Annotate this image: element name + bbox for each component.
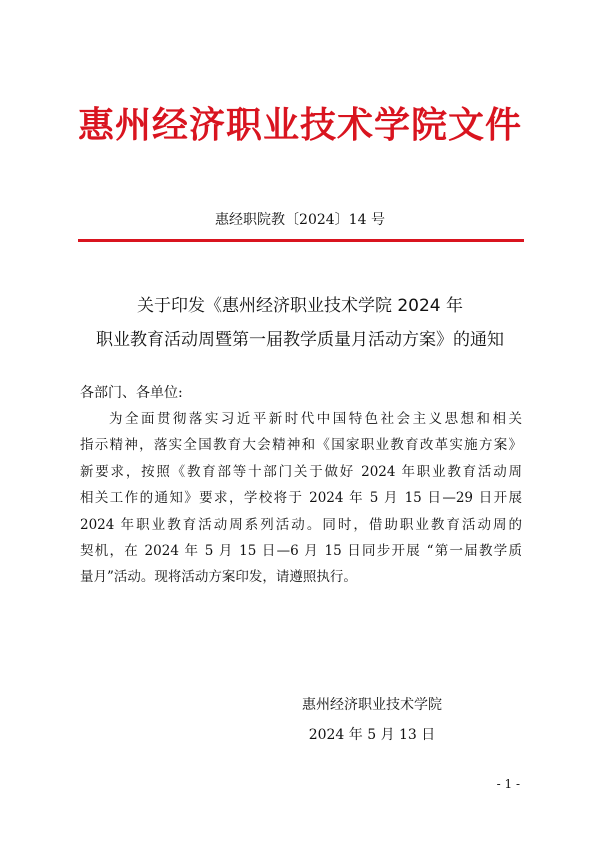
red-divider-rule (78, 239, 524, 242)
body-line: 相关工作的通知》要求，学校将于 2024 年 5 月 15 日—29 日开展 (80, 490, 522, 507)
body-line: 契机，在 2024 年 5 月 15 日—6 月 15 日同步开展 “第一届教学质 (80, 543, 522, 560)
issuer-header: 惠州经济职业技术学院文件 (77, 104, 522, 146)
body-line: 指示精神，落实全国教育大会精神和《国家职业教育改革实施方案》 (80, 437, 522, 454)
document-title (0, 289, 600, 357)
document-number: 惠经职院教〔2024〕14 号 (215, 212, 385, 228)
body-paragraph (80, 406, 522, 591)
body-line: 2024 年职业教育活动周系列活动。同时，借助职业教育活动周的 (80, 516, 522, 533)
issue-date: 2024 年 5 月 13 日 (308, 727, 436, 743)
salutation: 各部门、各单位: (80, 385, 183, 401)
signatory-name: 惠州经济职业技术学院 (302, 697, 442, 713)
signature-block (262, 690, 482, 750)
title-line: 关于印发《惠州经济职业技术学院 2024 年 (136, 296, 464, 316)
body-line: 为全面贯彻落实习近平新时代中国特色社会主义思想和相关 (109, 411, 522, 427)
body-line: 量月”活动。现将活动方案印发，请遵照执行。 (80, 569, 357, 586)
title-line: 职业教育活动周暨第一届教学质量月活动方案》的通知 (96, 330, 504, 350)
body-line: 新要求，按照《教育部等十部门关于做好 2024 年职业教育活动周 (80, 463, 522, 480)
page-number: - 1 - (496, 777, 520, 791)
